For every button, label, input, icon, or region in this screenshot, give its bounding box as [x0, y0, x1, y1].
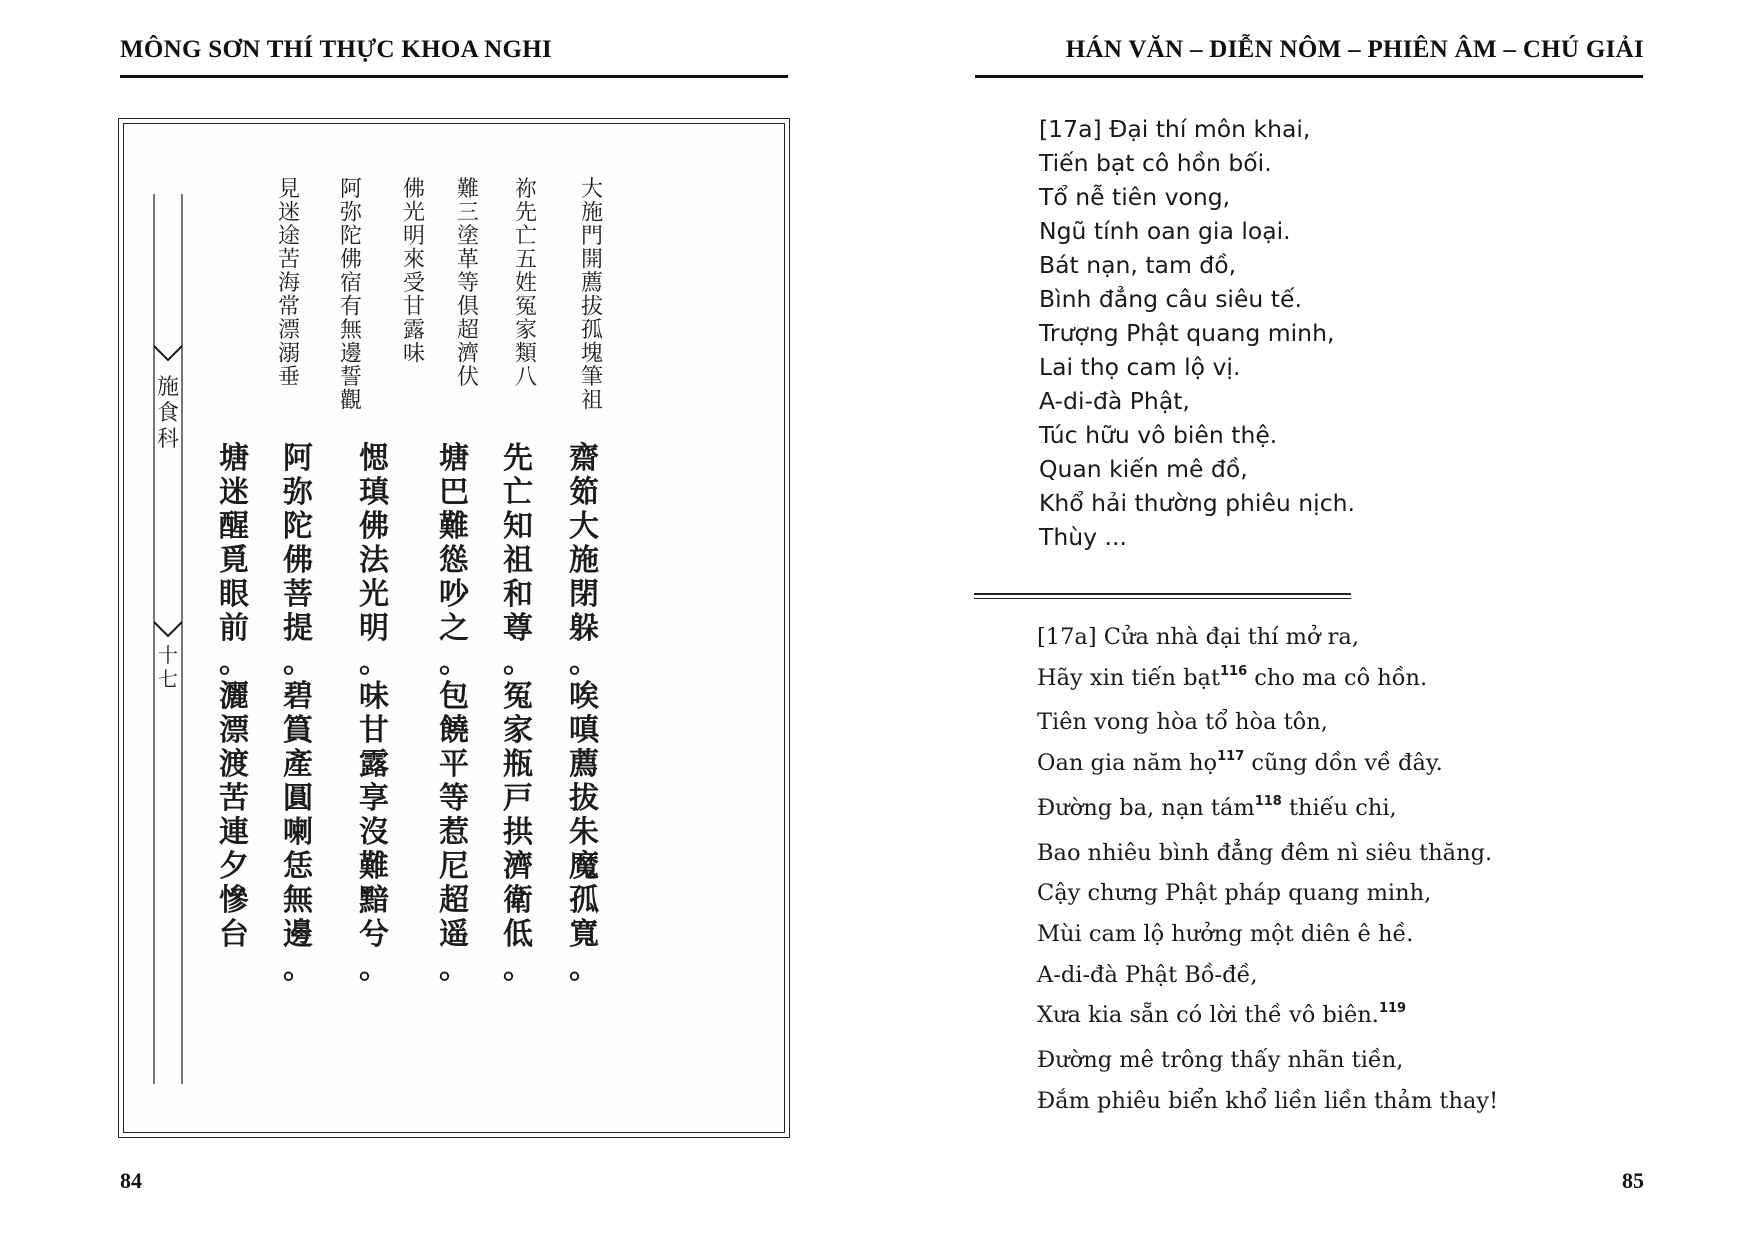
upper-column-char: 邊 [339, 341, 363, 367]
lower-column-char: 低 [503, 917, 533, 952]
transcription-line: A-di-đà Phật, [1039, 387, 1190, 415]
translation-text-rest: cũng dồn về đây. [1244, 750, 1443, 777]
upper-column-char: 溺 [277, 341, 301, 367]
translation-line [1037, 955, 1498, 996]
fold-mark [154, 346, 182, 360]
lower-column-char: 。 [359, 951, 389, 986]
lower-column-char: 台 [219, 917, 249, 952]
lower-column-char: 碧 [283, 679, 313, 714]
lower-column-char: 朱 [569, 815, 599, 850]
upper-column-char: 佛 [339, 247, 363, 273]
upper-column-char: 味 [402, 341, 426, 367]
lower-column-char: 灑 [219, 679, 249, 714]
lower-column-char: 慘 [219, 883, 249, 918]
lower-column-char: 慫 [439, 543, 469, 578]
translation-text: Đường ba, nạn tám [1037, 794, 1255, 821]
upper-column-char: 八 [514, 365, 538, 390]
lower-column-char: 覓 [219, 543, 249, 578]
translation-line [1037, 617, 1498, 658]
upper-column-char: 塗 [456, 224, 480, 249]
left-running-header: MÔNG SƠN THÍ THỰC KHOA NGHI [120, 36, 553, 63]
lower-column-char: 愢 [359, 441, 389, 476]
lower-column-char: 戸 [503, 781, 533, 816]
translation-text: Tiên vong hòa tổ hòa tôn, [1037, 709, 1328, 736]
upper-column-char: 見 [277, 177, 301, 202]
lower-column-char: 露 [359, 747, 389, 782]
lower-column-char: 包 [439, 679, 469, 714]
lower-column-char: 前 [219, 611, 249, 646]
upper-column-char: 薦 [580, 271, 604, 296]
translation-line [1037, 914, 1498, 955]
upper-column-char: 途 [277, 224, 301, 249]
upper-column-char: 家 [514, 318, 538, 343]
lower-column-char: 先 [503, 441, 533, 476]
lower-column-char: 連 [219, 815, 249, 850]
lower-column-char: 。 [439, 645, 469, 680]
lower-column-char: 祖 [503, 543, 533, 578]
lower-column-char: 黯 [359, 883, 389, 918]
right-page [877, 0, 1754, 1240]
upper-column-char: 冤 [514, 294, 538, 320]
lower-column-char: 平 [439, 747, 469, 782]
lower-column-char: 漂 [219, 713, 249, 748]
transcription-line: Tổ nễ tiên vong, [1039, 183, 1231, 211]
lower-column-char: 佛 [283, 543, 313, 578]
lower-column-char: 魔 [569, 849, 599, 884]
lower-column-char: 大 [569, 509, 599, 544]
upper-column-char: 俱 [456, 294, 480, 320]
lower-column-char: 。 [359, 645, 389, 680]
fold-mark [154, 622, 182, 636]
lower-column-char: 產 [283, 747, 313, 782]
translation-line [1037, 873, 1498, 914]
lower-column-char: 享 [359, 781, 389, 816]
lower-column-char: 薦 [569, 747, 599, 782]
sino-vietnamese-transcription [1039, 112, 1355, 554]
lower-column-char: 唉 [569, 679, 599, 714]
translation-line [1037, 702, 1498, 743]
translation-text: Hãy xin tiến bạt [1037, 664, 1221, 691]
transcription-line: Quan kiến mê đồ, [1039, 455, 1248, 483]
upper-column-char: 類 [514, 341, 538, 367]
margin-label-char: 十 [158, 643, 178, 667]
upper-column-char: 佛 [402, 177, 426, 202]
transcription-line: Túc hữu vô biên thệ. [1039, 421, 1278, 449]
upper-column-char: 濟 [456, 341, 480, 367]
lower-column-char: 提 [283, 611, 313, 646]
lower-column-char: 巴 [439, 475, 469, 510]
lower-column-char: 沒 [359, 815, 389, 850]
upper-column-char: 三 [456, 200, 480, 226]
upper-column-char: 海 [277, 271, 301, 296]
upper-column-char: 陀 [339, 224, 363, 249]
lower-column-char: 恁 [283, 849, 313, 884]
lower-column-char: 尊 [503, 611, 533, 646]
lower-column-char: 亡 [503, 475, 533, 510]
transcription-line: Bát nạn, tam đồ, [1039, 251, 1237, 279]
upper-column-char: 垂 [277, 365, 301, 390]
left-header-rule [120, 75, 788, 78]
upper-column-char: 祢 [514, 177, 538, 202]
lower-column-char: 。 [283, 951, 313, 986]
lower-column-char: 遥 [439, 917, 469, 952]
lower-column-char: 弥 [283, 475, 313, 510]
translation-line [1037, 658, 1498, 703]
footnote-marker[interactable]: 116 [1220, 663, 1248, 679]
upper-column-char: 開 [580, 247, 604, 273]
transcription-line: Trượng Phật quang minh, [1039, 319, 1335, 347]
lower-column-char: 閉 [569, 577, 599, 612]
translation-line [1037, 743, 1498, 788]
lower-column-char: 。 [503, 645, 533, 680]
upper-column-char: 苦 [277, 247, 301, 273]
lower-column-char: 拱 [503, 815, 533, 850]
footnote-marker[interactable]: 118 [1254, 793, 1282, 809]
upper-column-char: 觀 [339, 388, 363, 414]
lower-column-char: 塘 [219, 441, 249, 476]
translation-line [1037, 1081, 1498, 1122]
upper-column-char: 筆 [580, 365, 604, 390]
right-running-header: HÁN VĂN – DIỄN NÔM – PHIÊN ÂM – CHÚ GIẢI [1065, 36, 1644, 63]
lower-column-char: 光 [359, 577, 389, 612]
lower-column-char: 嗔 [569, 713, 599, 748]
translation-line [1037, 995, 1498, 1040]
margin-label-char: 食 [156, 401, 180, 426]
lower-column-char: 。 [283, 645, 313, 680]
nom-verse-translation [1037, 617, 1498, 1121]
lower-column-char: 惹 [439, 815, 469, 850]
lower-column-char: 苦 [219, 781, 249, 816]
upper-column-char: 祖 [580, 388, 604, 414]
transcription-line: Ngũ tính oan gia loại. [1039, 217, 1291, 245]
transcription-line: Bình đẳng câu siêu tế. [1039, 285, 1302, 313]
lower-column-char: 甘 [359, 713, 389, 748]
upper-column-char: 超 [456, 318, 480, 343]
upper-column-char: 亡 [514, 224, 538, 249]
upper-column-char: 來 [402, 247, 426, 273]
lower-column-char: 圓 [283, 781, 313, 816]
translation-text: Mùi cam lộ hưởng một diên ê hề. [1037, 920, 1414, 947]
upper-column-char: 受 [402, 271, 426, 296]
lower-column-char: 迷 [219, 475, 249, 510]
translation-text-rest: cho ma cô hồn. [1247, 664, 1428, 691]
right-header-rule [975, 75, 1643, 78]
transcription-line: Lai thọ cam lộ vị. [1039, 353, 1241, 381]
upper-column-char: 塊 [580, 341, 604, 367]
upper-column-char: 施 [580, 200, 604, 226]
lower-column-char: 難 [359, 849, 389, 884]
translation-text: Xưa kia sẵn có lời thề vô biên. [1037, 1002, 1379, 1029]
upper-column-char: 甘 [402, 294, 426, 320]
lower-column-char: 。 [439, 951, 469, 986]
lower-column-char: 渡 [219, 747, 249, 782]
upper-column-char: 難 [456, 177, 480, 202]
transcription-line: Thùy ... [1039, 523, 1127, 551]
transcription-line: [17a] Đại thí môn khai, [1039, 115, 1311, 143]
upper-column-char: 伏 [456, 365, 480, 390]
lower-column-char: 齋 [569, 441, 599, 476]
margin-label-char: 施 [156, 375, 180, 400]
lower-column-char: 尼 [439, 849, 469, 884]
upper-column-char: 光 [402, 200, 426, 226]
lower-column-char: 菩 [283, 577, 313, 612]
lower-column-char: 寬 [569, 917, 599, 952]
upper-column-char: 阿 [339, 177, 363, 202]
lower-column-char: 明 [359, 611, 389, 646]
manuscript-image [124, 124, 784, 1132]
translation-text: Đường mê trông thấy nhãn tiền, [1037, 1047, 1404, 1074]
translation-text: [17a] Cửa nhà đại thí mở ra, [1037, 624, 1359, 650]
lower-column-char: 阿 [283, 441, 313, 476]
right-page-number: 85 [1622, 1168, 1644, 1193]
footnote-marker[interactable]: 117 [1217, 749, 1245, 765]
upper-column-char: 門 [580, 224, 604, 249]
upper-column-char: 革 [456, 247, 480, 273]
translation-text: Đắm phiêu biển khổ liền liền thảm thay! [1037, 1087, 1499, 1114]
manuscript-scan [123, 123, 785, 1133]
lower-column-char: 拔 [569, 781, 599, 816]
lower-column-char: 邊 [283, 917, 313, 952]
translation-line [1037, 788, 1498, 833]
lower-column-char: 法 [359, 543, 389, 578]
lower-column-char: 兮 [359, 917, 389, 952]
upper-column-char: 誓 [339, 365, 363, 390]
lower-column-char: 施 [569, 543, 599, 578]
upper-column-char: 姓 [514, 271, 538, 296]
lower-column-char: 。 [569, 951, 599, 986]
lower-column-char: 饒 [439, 713, 469, 748]
upper-column-char: 明 [402, 224, 426, 249]
upper-column-char: 露 [402, 318, 426, 343]
upper-column-char: 弥 [339, 200, 363, 226]
lower-column-char: 陀 [283, 509, 313, 544]
lower-column-char: 喇 [283, 815, 313, 850]
upper-column-char: 大 [580, 177, 604, 202]
upper-column-char: 五 [514, 247, 538, 273]
lower-column-char: 冤 [503, 679, 533, 714]
lower-column-char: 等 [439, 781, 469, 816]
upper-column-char: 有 [339, 294, 363, 320]
translation-text-rest: thiếu chi, [1281, 794, 1397, 821]
lower-column-char: 味 [359, 679, 389, 714]
lower-column-char: 。 [219, 645, 249, 680]
lower-column-char: 佛 [359, 509, 389, 544]
lower-column-char: 超 [439, 883, 469, 918]
translation-line [1037, 833, 1498, 874]
upper-column-char: 拔 [580, 294, 604, 320]
lower-column-char: 醒 [219, 509, 249, 544]
margin-label-char: 科 [156, 427, 180, 452]
lower-column-char: 。 [503, 951, 533, 986]
lower-column-char: 家 [503, 713, 533, 748]
upper-column-char: 等 [456, 271, 480, 296]
lower-column-char: 無 [283, 883, 313, 918]
upper-column-char: 先 [514, 200, 538, 226]
transcription-line: Khổ hải thường phiêu nịch. [1039, 489, 1355, 517]
upper-column-char: 漂 [277, 318, 301, 343]
transcription-line: Tiến bạt cô hồn bối. [1039, 149, 1272, 177]
translation-text: Cậy chưng Phật pháp quang minh, [1037, 880, 1432, 907]
manuscript-scan-frame [118, 118, 790, 1138]
footnote-marker[interactable]: 119 [1378, 1001, 1407, 1017]
upper-column-char: 孤 [580, 318, 604, 343]
upper-column-char: 宿 [339, 271, 363, 296]
translation-text: Bao nhiêu bình đẳng đêm nì siêu thăng. [1037, 839, 1493, 866]
lower-column-char: 塘 [439, 441, 469, 476]
lower-column-char: 孤 [569, 883, 599, 918]
lower-column-char: 難 [439, 509, 469, 544]
lower-column-char: 筎 [569, 475, 599, 510]
upper-column-char: 迷 [277, 200, 301, 226]
lower-column-char: 吵 [439, 577, 469, 612]
translation-line [1037, 1040, 1498, 1081]
margin-label-char: 七 [158, 667, 178, 691]
lower-column-char: 眼 [219, 577, 249, 612]
upper-column-char: 無 [339, 318, 363, 343]
lower-column-char: 。 [569, 645, 599, 680]
lower-column-char: 和 [503, 577, 533, 612]
lower-column-char: 之 [439, 611, 469, 646]
lower-column-char: 瓶 [503, 747, 533, 782]
lower-column-char: 濟 [503, 849, 533, 884]
section-separator [974, 593, 1351, 602]
lower-column-char: 躲 [569, 611, 599, 646]
lower-column-char: 篔 [283, 713, 313, 748]
lower-column-char: 瑱 [359, 475, 389, 510]
lower-column-char: 衛 [503, 883, 533, 918]
upper-column-char: 常 [277, 294, 301, 320]
left-page-number: 84 [120, 1168, 142, 1193]
lower-column-char: 知 [503, 509, 533, 544]
translation-text: A-di-đà Phật Bồ-đề, [1037, 961, 1258, 988]
translation-text: Oan gia năm họ [1037, 750, 1218, 777]
lower-column-char: 夕 [219, 849, 249, 884]
